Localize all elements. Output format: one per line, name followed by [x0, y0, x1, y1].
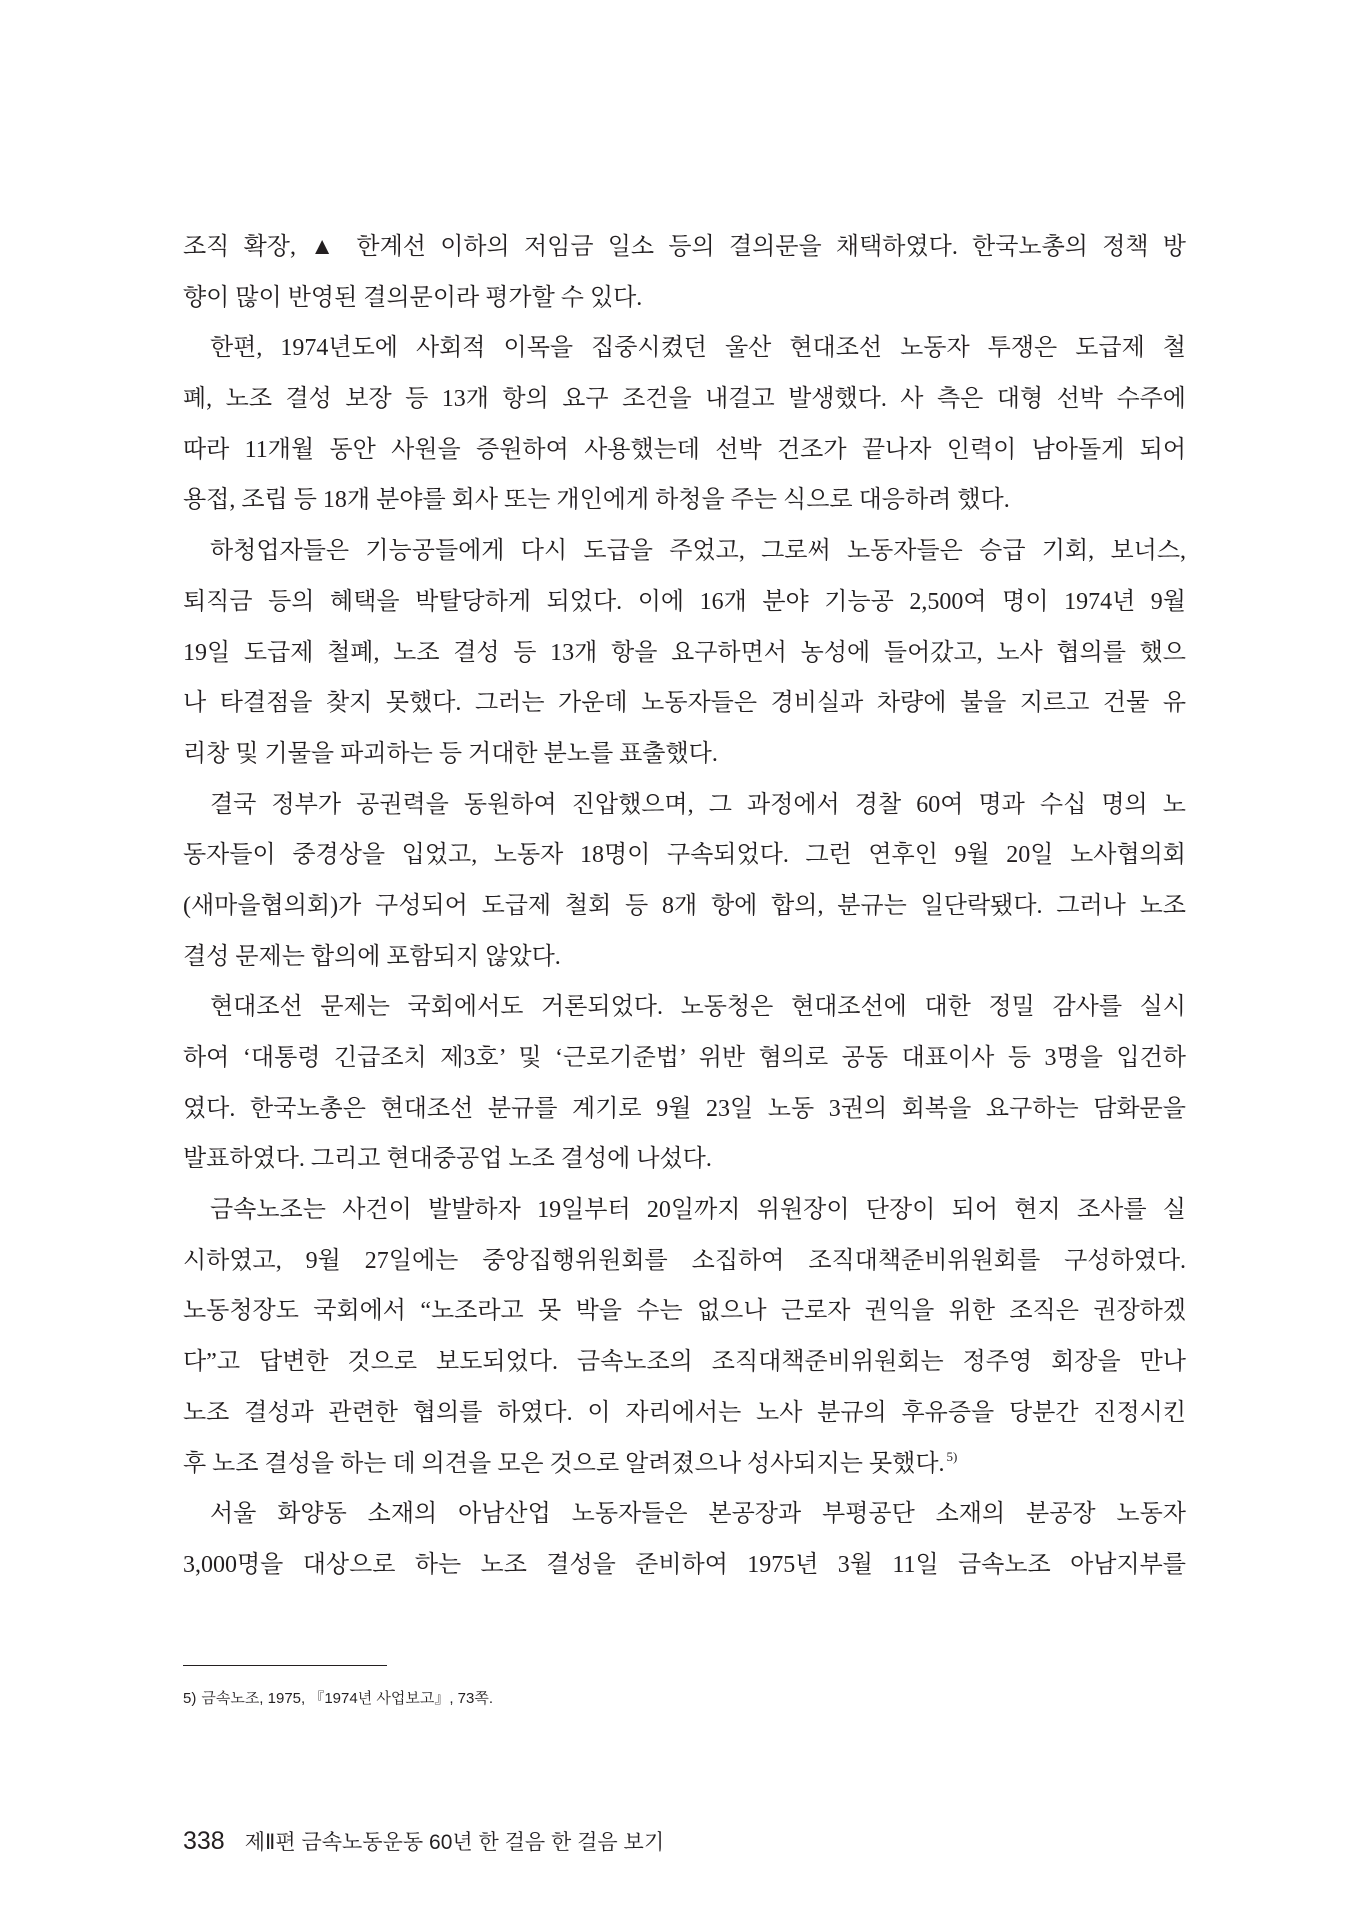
page-footer: [183, 1824, 664, 1860]
text-line: 나 타결점을 찾지 못했다. 그러는 가운데 노동자들은 경비실과 차량에 불을 지르고 건물 유: [183, 690, 1186, 717]
text-line: 동자들이 중경상을 입었고, 노동자 18명이 구속되었다. 그런 연후인 9월 20일 노사협의회: [183, 842, 1186, 869]
text-line: 노동청장도 국회에서 “노조라고 못 박을 수는 없으나 근로자 권익을 위한 조직은 권장하겠: [183, 1298, 1186, 1325]
text-line: 결국 정부가 공권력을 동원하여 진압했으며, 그 과정에서 경찰 60여 명과 수십 명의 노: [210, 791, 1186, 818]
text-line: 금속노조는 사건이 발발하자 19일부터 20일까지 위원장이 단장이 되어 현지 조사를 실: [210, 1197, 1186, 1224]
text-line: 따라 11개월 동안 사원을 증원하여 사용했는데 선박 건조가 끝나자 인력이 남아돌게 되어: [183, 436, 1186, 463]
text-line: 결성 문제는 합의에 포함되지 않았다.: [183, 943, 561, 970]
footnote-divider: [183, 1665, 387, 1666]
text-line: 다”고 답변한 것으로 보도되었다. 금속노조의 조직대책준비위원회는 정주영 회장을 만나: [183, 1349, 1186, 1376]
text-line: (새마을협의회)가 구성되어 도급제 철회 등 8개 항에 합의, 분규는 일단락됐다. 그러나 노조: [183, 892, 1186, 919]
footnote: [183, 1688, 493, 1710]
paragraph: [183, 1185, 1186, 1489]
text-line: 퇴직금 등의 혜택을 박탈당하게 되었다. 이에 16개 분야 기능공 2,500여 명이 1974년 9월: [183, 588, 1186, 615]
text-line: 용접, 조립 등 18개 분야를 회사 또는 개인에게 하청을 주는 식으로 대응하려 했다.: [183, 487, 1010, 514]
text-line: 하청업자들은 기능공들에게 다시 도급을 주었고, 그로써 노동자들은 승급 기회, 보너스,: [210, 538, 1187, 565]
text-line: 폐, 노조 결성 보장 등 13개 항의 요구 조건을 내걸고 발생했다. 사 측은 대형 선박 수주에: [183, 386, 1186, 413]
footnote-marker: 5): [183, 1690, 197, 1707]
paragraph: [183, 323, 1186, 526]
text-line-content: 후 노조 결성을 하는 데 의견을 모은 것으로 알려졌으나 성사되지는 못했다.: [183, 1450, 945, 1477]
paragraph: [183, 526, 1186, 779]
text-line: 현대조선 문제는 국회에서도 거론되었다. 노동청은 현대조선에 대한 정밀 감사를 실시: [210, 994, 1186, 1021]
text-line: 발표하였다. 그리고 현대중공업 노조 결성에 나섰다.: [183, 1146, 712, 1173]
paragraph: [183, 222, 1186, 323]
paragraph: [183, 780, 1186, 983]
paragraph: [183, 982, 1186, 1185]
paragraph: [183, 1489, 1186, 1590]
page-number: 338: [183, 1827, 225, 1855]
text-line: [183, 1439, 1186, 1490]
text-line: 3,000명을 대상으로 하는 노조 결성을 준비하여 1975년 3월 11일 금속노조 아남지부를: [183, 1551, 1186, 1578]
footnote-reference: 5): [946, 1448, 958, 1464]
running-section-title: 제Ⅱ편 금속노동운동 60년 한 걸음 한 걸음 보기: [244, 1831, 665, 1854]
text-line: 서울 화양동 소재의 아남산업 노동자들은 본공장과 부평공단 소재의 분공장 노동자: [210, 1501, 1186, 1528]
text-line: 향이 많이 반영된 결의문이라 평가할 수 있다.: [183, 284, 643, 311]
text-line: 19일 도급제 철폐, 노조 결성 등 13개 항을 요구하면서 농성에 들어갔고, 노사 협의를 했으: [183, 639, 1186, 666]
body-text: [183, 222, 1186, 1591]
text-line: 조직 확장, ▲ 한계선 이하의 저임금 일소 등의 결의문을 채택하였다. 한국노총의 정책 방: [183, 234, 1186, 260]
text-line: 노조 결성과 관련한 협의를 하였다. 이 자리에서는 노사 분규의 후유증을 당분간 진정시킨: [183, 1399, 1186, 1426]
text-line: 였다. 한국노총은 현대조선 분규를 계기로 9월 23일 노동 3권의 회복을 요구하는 담화문을: [183, 1095, 1186, 1122]
text-line: 하여 ‘대통령 긴급조치 제3호’ 및 ‘근로기준법’ 위반 혐의로 공동 대표이사 등 3명을 입건하: [183, 1045, 1186, 1071]
footnote-text: 금속노조, 1975, 『1974년 사업보고』, 73쪽.: [201, 1690, 494, 1707]
text-line: 리창 및 기물을 파괴하는 등 거대한 분노를 표출했다.: [183, 740, 718, 767]
text-line: 한편, 1974년도에 사회적 이목을 집중시켰던 울산 현대조선 노동자 투쟁은 도급제 철: [210, 335, 1186, 362]
text-line: 시하였고, 9월 27일에는 중앙집행위원회를 소집하여 조직대책준비위원회를 구성하였다.: [183, 1247, 1186, 1274]
